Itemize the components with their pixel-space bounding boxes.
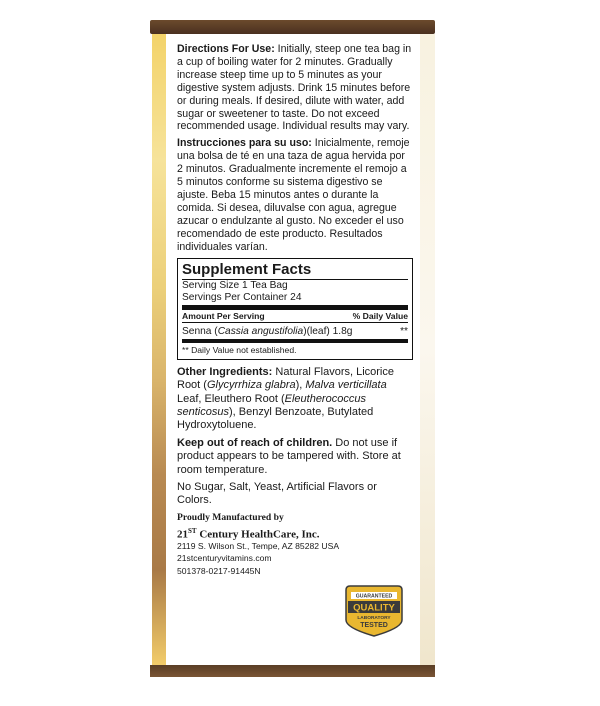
warning-heading: Keep out of reach of children.: [177, 436, 333, 449]
other-ingredients-text-1: Natural Flavors, Licorice Root (: [177, 365, 394, 392]
directions-english-heading: Directions For Use:: [177, 43, 275, 55]
directions-english: [177, 43, 413, 133]
ingredient-senna: [182, 325, 352, 339]
badge-guaranteed-text: GUARANTEED: [355, 593, 393, 600]
badge-tested-text: TESTED: [360, 622, 388, 629]
manufacturer-website: 21stcenturyvitamins.com: [177, 552, 272, 563]
other-ingredients-latin-3: Eleutherococcus senticosus: [177, 392, 366, 418]
box-right-side: [420, 34, 435, 665]
other-ingredients-text-4: ), Benzyl Benzoate, Butylated Hydroxytoluene.: [177, 405, 374, 432]
manufacturer-name: [177, 525, 413, 542]
servings-per-container: Servings Per Container 24: [182, 292, 408, 310]
directions-spanish-heading: Instrucciones para su uso:: [177, 137, 312, 150]
ingredient-name: Senna (: [182, 325, 218, 337]
label-content: [177, 43, 413, 578]
product-code: 501378-0217-91445N: [177, 566, 261, 577]
warning-body: Do not use if product appears to be tampered with. Store at room temperature.: [177, 436, 401, 476]
facts-ingredient-row: [182, 323, 408, 343]
manufacturer-name-rest: Century HealthCare, Inc.: [196, 528, 320, 541]
other-ingredients-text-3: Leaf, Eleuthero Root (: [177, 392, 285, 405]
box-left-side: [152, 34, 166, 665]
warning-text: [177, 437, 413, 477]
facts-footnote: ** Daily Value not established.: [182, 344, 297, 355]
directions-english-text: Initially, steep one tea bag in a cup of boiling water for 2 minutes. Gradually increase steep time up to 5 minutes as your digestive system adjusts. Drink 15 minutes before or during meals. If desired, dilute with water, add sugar or sweetener to taste. Do not exceed recommended usage. Individual results may vary.: [177, 43, 412, 133]
supplement-facts-title: Supplement Facts: [182, 261, 408, 280]
box-bottom-edge: [150, 665, 435, 677]
manufacturer-name-number: 21: [177, 528, 188, 541]
facts-header-row: [182, 310, 408, 323]
other-ingredients-heading: Other Ingredients:: [177, 365, 273, 378]
amount-per-serving-label: Amount Per Serving: [182, 310, 265, 321]
serving-size: Serving Size 1 Tea Bag: [182, 279, 288, 291]
directions-spanish: [177, 137, 413, 253]
box-top-edge: [150, 20, 435, 34]
directions-spanish-text: Inicialmente, remoje una bolsa de té en una taza de agua hervida por 2 minutos. Gradualmente incremente el remojo a 5 minutos conforme su sistema digestivo se ajuste. Beba 15 minutos antes o durante la comida. Si desea, diluvalse con agua, agregue azucar o endulzante al gusto. No exceder el uso recomendado de este producto. Resultados individuales varían.: [177, 137, 410, 253]
badge-quality-text: QUALITY: [353, 602, 395, 614]
manufacturer-address: 2119 S. Wilson St., Tempe, AZ 85282 USA: [177, 541, 340, 552]
badge-laboratory-text: LABORATORY: [357, 616, 391, 621]
other-ingredients-text-2: ),: [295, 379, 306, 392]
manufacturer-label: Proudly Manufactured by: [177, 511, 284, 523]
other-ingredients: [177, 366, 413, 433]
ingredient-amount: )(leaf) 1.8g: [303, 325, 353, 337]
supplement-facts-panel: [177, 258, 413, 360]
daily-value-label: % Daily Value: [352, 310, 408, 321]
manufacturer-name-superscript: ST: [188, 526, 197, 535]
free-from-statement: No Sugar, Salt, Yeast, Artificial Flavors or Colors.: [177, 480, 377, 507]
quality-tested-badge-icon: [344, 584, 404, 638]
other-ingredients-latin-1: Glycyrrhiza glabra: [206, 379, 296, 392]
ingredient-latin-name: Cassia angustifolia: [217, 325, 304, 337]
other-ingredients-latin-2: Malva verticillata: [305, 379, 387, 392]
manufacturer-info: [177, 512, 413, 578]
ingredient-daily-value: **: [400, 325, 408, 337]
